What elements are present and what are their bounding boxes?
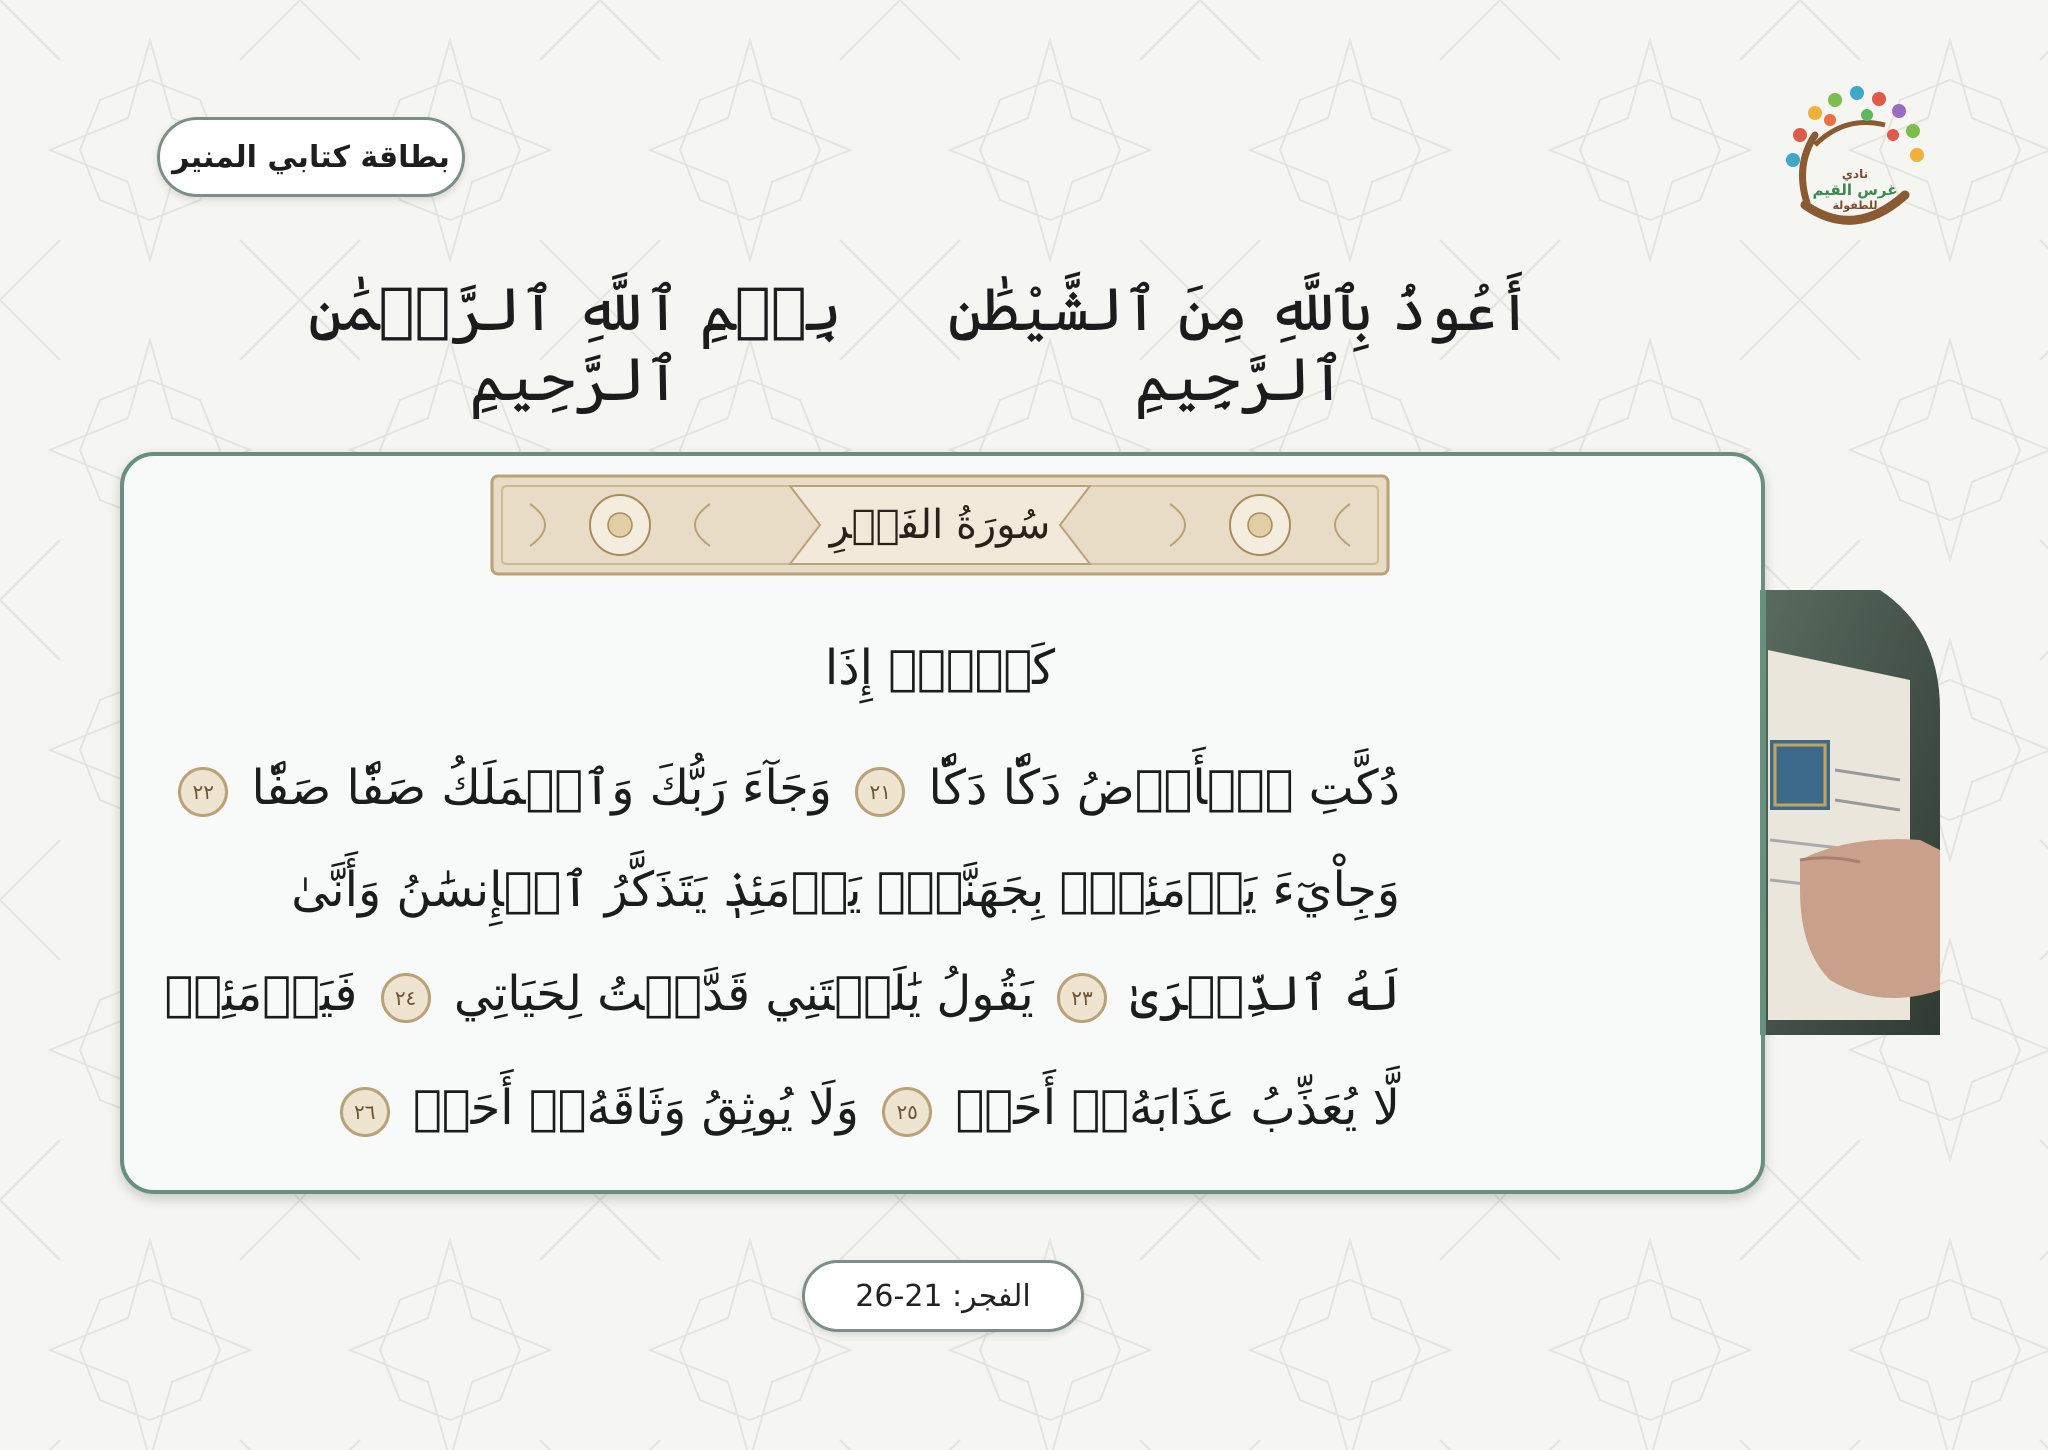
verse-line-5: [353, 1080, 1400, 1137]
basmala-text: بِسۡمِ ٱللَّهِ ٱلرَّحۡمَٰنِ ٱلرَّحِيمِ: [308, 275, 842, 415]
verse-text: كَلَّآۖ إِذَا: [824, 640, 1056, 696]
ayah-marker-23: ٢٣: [1057, 973, 1107, 1023]
logo-line2: غرس القيم: [1812, 181, 1898, 199]
ayah-marker-22: ٢٢: [178, 767, 228, 817]
ayah-marker-21: ٢١: [855, 767, 905, 817]
verse-text: لَهُ ٱلذِّكۡرَىٰ: [1130, 966, 1400, 1022]
isti3adha-text: أَعُوذُ بِٱللَّهِ مِنَ ٱلشَّيْطَٰنِ ٱلرَّجِيمِ: [947, 275, 1533, 415]
ayah-marker-24: ٢٤: [381, 973, 431, 1023]
verse-text: وَلَا يُوثِقُ وَثَاقَهُۥٓ أَحَدٞ: [412, 1080, 859, 1136]
verse-line-2: [192, 760, 1400, 817]
verse-text: دُكَّتِ ٱلۡأَرۡضُ دَكّٗا دَكّٗا: [928, 760, 1400, 816]
verse-text: وَجَآءَ رَبُّكَ وَٱلۡمَلَكُ صَفّٗا صَفّٗا: [251, 760, 832, 816]
logo-line3: للطفولة: [1832, 199, 1878, 212]
verse-text: يَقُولُ يَٰلَيۡتَنِي قَدَّمۡتُ لِحَيَاتِي: [453, 966, 1034, 1022]
quran-reading-photo: [1760, 590, 1940, 1035]
verse-text: لَّا يُعَذِّبُ عَذَابَهُۥٓ أَحَدٞ: [955, 1080, 1400, 1136]
verse-text: وَجِاْيٓءَ يَوۡمَئِذِۭ بِجَهَنَّمَۚ يَوۡمَئِذٖ يَتَذَكَّرُ ٱلۡإِنسَٰنُ وَأَنَّىٰ: [291, 862, 1400, 918]
surah-title: سُورَةُ الفَجۡرِ: [829, 502, 1051, 548]
logo: [1775, 75, 1935, 235]
verse-text: فَيَوۡمَئِذٖ: [164, 966, 358, 1022]
logo-line1: نادي: [1841, 167, 1869, 181]
ayah-marker-26: ٢٦: [340, 1087, 390, 1137]
surah-reference: الفجر: 21-26: [802, 1260, 1084, 1332]
card-label: بطاقة كتابي المنير: [157, 117, 465, 197]
verse-line-3: [291, 862, 1400, 918]
ayah-marker-25: ٢٥: [882, 1087, 932, 1137]
verse-line-1: [480, 640, 1400, 696]
verse-line-4: [164, 966, 1400, 1023]
